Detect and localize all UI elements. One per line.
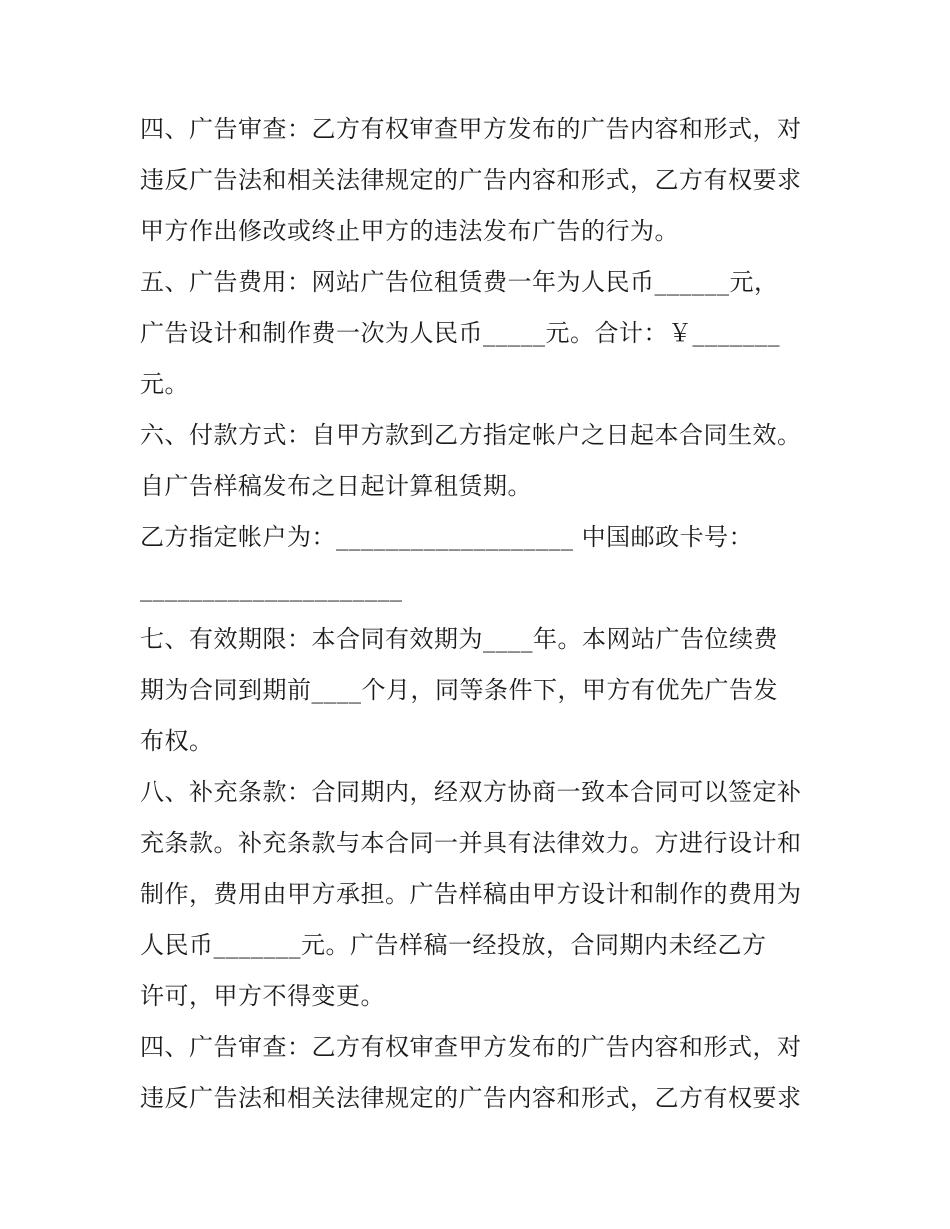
text-line: 五、广告费用：网站广告位租赁费一年为人民币______元， xyxy=(140,268,779,296)
text-line: 违反广告法和相关法律规定的广告内容和形式，乙方有权要求 xyxy=(140,1084,802,1112)
text-line: 元。 xyxy=(140,370,189,398)
text-line: 广告设计和制作费一次为人民币_____元。合计：￥_______ xyxy=(140,319,780,347)
text-line: 违反广告法和相关法律规定的广告内容和形式，乙方有权要求 xyxy=(140,166,802,194)
text-line: 七、有效期限：本合同有效期为____年。本网站广告位续费 xyxy=(140,625,778,653)
text-line: 乙方指定帐户为：___________________ 中国邮政卡号： xyxy=(140,523,754,551)
text-line: 四、广告审查：乙方有权审查甲方发布的广告内容和形式，对 xyxy=(140,1033,802,1061)
text-line: 许可，甲方不得变更。 xyxy=(140,982,385,1010)
text-line: 人民币_______元。广告样稿一经投放，合同期内未经乙方 xyxy=(140,931,767,959)
text-line: 四、广告审查：乙方有权审查甲方发布的广告内容和形式，对 xyxy=(140,115,802,143)
text-line: 八、补充条款：合同期内，经双方协商一致本合同可以签定补 xyxy=(140,778,802,806)
text-line: _____________________ xyxy=(140,574,403,602)
text-line: 制作，费用由甲方承担。广告样稿由甲方设计和制作的费用为 xyxy=(140,880,802,908)
text-line: 六、付款方式：自甲方款到乙方指定帐户之日起本合同生效。 xyxy=(140,421,802,449)
text-line: 甲方作出修改或终止甲方的违法发布广告的行为。 xyxy=(140,217,679,245)
text-line: 布权。 xyxy=(140,727,214,755)
text-line: 自广告样稿发布之日起计算租赁期。 xyxy=(140,472,532,500)
document-body xyxy=(140,104,820,1124)
text-line: 充条款。补充条款与本合同一并具有法律效力。方进行设计和 xyxy=(140,829,802,857)
text-line: 期为合同到期前____个月，同等条件下，甲方有优先广告发 xyxy=(140,676,778,704)
